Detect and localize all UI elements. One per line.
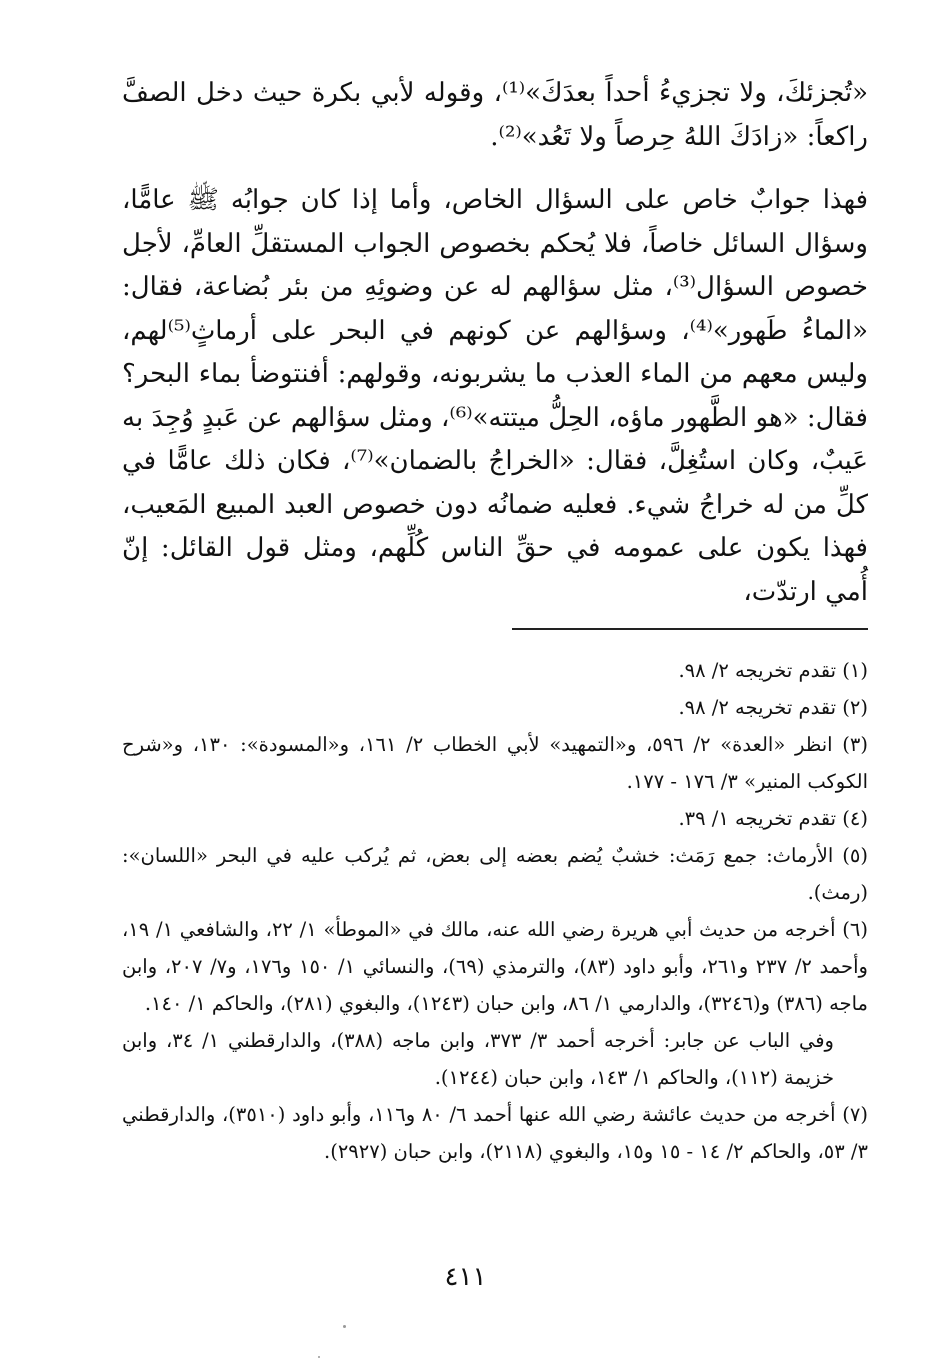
scan-speck (343, 1325, 346, 1328)
body-paragraph: فهذا جوابٌ خاص على السؤال الخاص، وأما إذا كان جوابُه ﷺ عامًّا، وسؤال السائل خاصاً، فلا يُحكم بخصوص الجواب المستقلِّ العامِّ، لأجل خصوص السؤال⁽³⁾، مثل سؤالهم له عن وضوئِهِ من بئر بُضاعة، فقال: «الماءُ طَهور»⁽⁴⁾، وسؤالهم عن كونهم في البحر على أرماثٍ⁽⁵⁾لهم، وليس معهم من الماء العذب ما يشربونه، وقولهم: أفنتوضأ بماء البحر؟ فقال: «هو الطَّهور ماؤه، الحِلُّ ميتته»⁽⁶⁾، ومثل سؤالهم عن عَبدٍ وُجِدَ به عَيبٌ، وكان استُغِلَّ، فقال: «الخراجُ بالضمان»⁽⁷⁾، فكان ذلك عامًّا في كلِّ من له خراجُ شيء. فعليه ضمانُه دون خصوص العبد المبيع المَعيب، فهذا يكون على عمومه في حقِّ الناس كُلِّهم، ومثل قول القائل: إنّ أُمي ارتدّت، (122, 185, 869, 607)
page-number: ٤١١ (444, 1262, 487, 1292)
footnote-continuation: وفي الباب عن جابر: أخرجه أحمد ٣/ ٣٧٣، وابن ماجه (٣٨٨)، والدارقطني ١/ ٣٤، وابن خزيمة (١١٢)، والحاكم ١/ ١٤٣، وابن حبان (١٢٤٤). (122, 1029, 834, 1089)
footnote: (٥) الأرماث: جمع رَمَث: خشبٌ يُضم بعضه إلى بعض، ثم يُركب عليه في البحر «اللسان»: (رمث). (122, 844, 868, 904)
page-content (122, 72, 868, 1170)
footnote-divider (512, 628, 868, 630)
body-paragraph: «تُجزئكَ، ولا تجزيءُ أحداً بعدَكَ»⁽¹⁾، وقوله لأبي بكرة حيث دخل الصفَّ راكعاً: «زادَكَ اللهُ حِرصاً ولا تَعُد»⁽²⁾. (122, 78, 868, 152)
footnote: (٣) انظر «العدة» ٢/ ٥٩٦، و«التمهيد» لأبي الخطاب ٢/ ١٦١، و«المسودة»: ١٣٠، و«شرح الكوكب المنير» ٣/ ١٧٦ - ١٧٧. (122, 733, 868, 793)
footnote: (٧) أخرجه من حديث عائشة رضي الله عنها أحمد ٦/ ٨٠ و١١٦، وأبو داود (٣٥١٠)، والدارقطني ٣/ ٥٣، والحاكم ٢/ ١٤ - ١٥ و١٥، والبغوي (٢١١٨)، وابن حبان (٢٩٢٧). (122, 1103, 868, 1163)
main-text (122, 72, 868, 614)
footnote: (٢) تقدم تخريجه ٢/ ٩٨. (678, 696, 868, 719)
footnote: (١) تقدم تخريجه ٢/ ٩٨. (678, 659, 868, 682)
footnote: (٤) تقدم تخريجه ١/ ٣٩. (678, 807, 868, 830)
footnote: (٦) أخرجه من حديث أبي هريرة رضي الله عنه، مالك في «الموطأ» ١/ ٢٢، والشافعي ١/ ١٩، وأحمد ٢/ ٢٣٧ و٢٦١، وأبو داود (٨٣)، والترمذي (٦٩)، والنسائي ١/ ١٥٠ و١٧٦، و٧/ ٢٠٧، وابن ماجه (٣٨٦) و(٣٢٤٦)، والدارمي ١/ ٨٦، وابن حبان (١٢٤٣)، والبغوي (٢٨١)، والحاكم ١/ ١٤٠. (122, 918, 868, 1015)
scan-speck (318, 1356, 320, 1358)
footnotes (122, 652, 868, 1170)
